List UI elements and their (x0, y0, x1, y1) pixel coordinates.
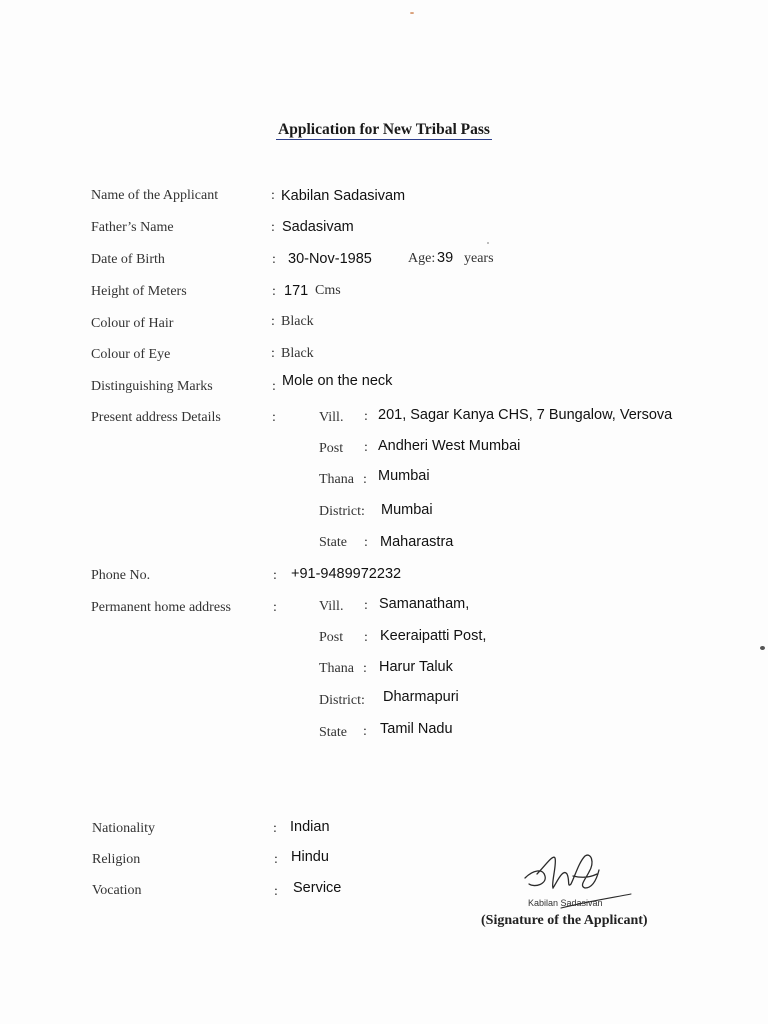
scan-speck (487, 242, 489, 244)
present-thana-label: Thana (319, 472, 354, 487)
colon: : (273, 600, 277, 615)
form-title (0, 121, 768, 139)
present-district-value: Mumbai (381, 502, 433, 518)
scan-speck (410, 12, 414, 14)
permanent-vill-value: Samanatham, (379, 596, 470, 612)
dob-value: 30-Nov-1985 (288, 251, 372, 267)
colon: : (364, 440, 368, 455)
nationality-label: Nationality (92, 821, 155, 836)
age-label: Age: (408, 251, 436, 266)
colon: : (274, 884, 278, 899)
permanent-post-value: Keeraipatti Post, (380, 628, 487, 644)
colon: : (272, 252, 276, 267)
colon: : (272, 379, 276, 394)
colon: : (363, 661, 367, 676)
present-post-value: Andheri West Mumbai (378, 438, 521, 454)
colon: : (273, 568, 277, 583)
phone-label: Phone No. (91, 568, 151, 583)
colon: : (363, 724, 367, 739)
present-district-label: District: (319, 504, 365, 519)
permanent-district-label: District: (319, 693, 365, 708)
vocation-label: Vocation (92, 883, 142, 898)
permanent-state-label: State (319, 725, 347, 740)
marks-value: Mole on the neck (282, 373, 393, 389)
permanent-vill-label: Vill. (319, 599, 344, 614)
present-state-value: Maharastra (380, 534, 454, 550)
father-value: Sadasivam (282, 219, 354, 235)
name-value: Kabilan Sadasivam (281, 188, 406, 204)
present-post-label: Post (319, 441, 344, 456)
colon: : (363, 472, 367, 487)
colon: : (364, 409, 368, 424)
colon: : (271, 188, 275, 203)
father-label: Father’s Name (91, 220, 174, 235)
vocation-value: Service (293, 880, 342, 896)
permanent-thana-value: Harur Taluk (379, 659, 453, 675)
height-unit: Cms (315, 283, 341, 298)
height-value: 171 (284, 283, 309, 299)
present-thana-value: Mumbai (378, 468, 430, 484)
permanent-address-label: Permanent home address (91, 600, 231, 615)
eye-value: Black (281, 346, 314, 361)
dob-label: Date of Birth (91, 252, 165, 267)
signature-typed-name: Kabilan Sadasivan (528, 898, 603, 908)
marks-label: Distinguishing Marks (91, 379, 213, 394)
age-unit: years (464, 251, 494, 266)
permanent-district-value: Dharmapuri (383, 689, 459, 705)
present-address-label: Present address Details (91, 410, 221, 425)
colon: : (272, 284, 276, 299)
present-vill-value: 201, Sagar Kanya CHS, 7 Bungalow, Versova (378, 407, 673, 423)
nationality-value: Indian (290, 819, 330, 835)
colon: : (271, 314, 275, 329)
colon: : (364, 598, 368, 613)
colon: : (364, 630, 368, 645)
colon: : (271, 346, 275, 361)
present-state-label: State (319, 535, 347, 550)
hair-value: Black (281, 314, 314, 329)
present-vill-label: Vill. (319, 410, 344, 425)
permanent-state-value: Tamil Nadu (380, 721, 453, 737)
colon: : (364, 535, 368, 550)
hair-label: Colour of Hair (91, 316, 174, 331)
colon: : (271, 220, 275, 235)
colon: : (274, 852, 278, 867)
height-label: Height of Meters (91, 284, 187, 299)
scan-speck (760, 646, 765, 650)
permanent-thana-label: Thana (319, 661, 354, 676)
signature-caption: (Signature of the Applicant) (481, 913, 648, 928)
phone-value: +91-9489972232 (291, 566, 402, 582)
colon: : (272, 410, 276, 425)
religion-value: Hindu (291, 849, 329, 865)
religion-label: Religion (92, 852, 141, 867)
age-value: 39 (437, 250, 454, 266)
form-title-text: Application for New Tribal Pass (278, 121, 490, 138)
colon: : (273, 821, 277, 836)
name-label: Name of the Applicant (91, 188, 219, 203)
permanent-post-label: Post (319, 630, 344, 645)
eye-label: Colour of Eye (91, 347, 171, 362)
